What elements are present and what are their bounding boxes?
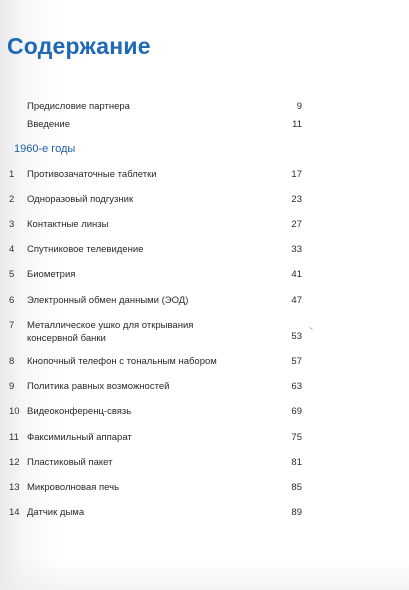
page-title: Содержание	[7, 33, 151, 59]
toc-entry-number: 13	[9, 482, 20, 493]
toc-row[interactable]	[0, 507, 409, 525]
toc-entry-label: Контактные линзы	[27, 219, 109, 230]
toc-row[interactable]	[0, 295, 409, 313]
toc-entry-page: 17	[291, 169, 302, 180]
toc-row[interactable]	[0, 194, 409, 212]
toc-row-introduction[interactable]	[0, 119, 409, 137]
toc-entry-label: Металлическое ушко для открывания консервной банки	[27, 320, 194, 344]
toc-entry-label: Биометрия	[27, 269, 76, 280]
toc-entry-page: 23	[291, 194, 302, 205]
toc-row[interactable]	[0, 406, 409, 424]
toc-entry-page: 33	[291, 244, 302, 255]
toc-entry-label: Микроволновая печь	[27, 482, 120, 493]
toc-entry-number: 14	[9, 507, 20, 518]
toc-row[interactable]	[0, 320, 409, 356]
toc-entry-page: 11	[292, 119, 302, 130]
toc-entry-label: Противозачаточные таблетки	[27, 169, 157, 180]
toc-entry-label: Одноразовый подгузник	[27, 194, 134, 205]
toc-row-foreword[interactable]	[0, 101, 409, 119]
toc-entry-label: Пластиковый пакет	[27, 457, 113, 468]
toc-entry-page: 53	[291, 331, 302, 342]
toc-entry-number: 11	[9, 432, 19, 443]
toc-entry-page: 89	[291, 507, 302, 518]
scan-shadow	[0, 560, 409, 590]
toc-entry-label: Датчик дыма	[27, 507, 85, 518]
toc-entry-page: 63	[291, 381, 302, 392]
toc-entry-page: 57	[291, 356, 302, 367]
toc-entry-number: 6	[9, 295, 15, 306]
toc-entry-label: Кнопочный телефон с тональным набором	[27, 356, 217, 367]
toc-entry-label: Предисловие партнера	[27, 101, 130, 112]
toc-entry-page: 47	[291, 295, 302, 306]
toc-row[interactable]	[0, 457, 409, 475]
toc-row[interactable]	[0, 432, 409, 450]
toc-entry-label: Видеоконференц-связь	[27, 406, 132, 417]
toc-row[interactable]	[0, 169, 409, 187]
toc-row[interactable]	[0, 219, 409, 237]
toc-row[interactable]	[0, 482, 409, 500]
toc-entry-number: 4	[9, 244, 15, 255]
toc-entry-number: 3	[9, 219, 15, 230]
toc-row[interactable]	[0, 269, 409, 287]
toc-entry-page: 75	[291, 432, 302, 443]
toc-entry-number: 9	[9, 381, 15, 392]
toc-entry-page: 85	[291, 482, 302, 493]
toc-entry-number: 8	[9, 356, 15, 367]
toc-entry-number: 2	[9, 194, 15, 205]
toc-entry-number: 1	[9, 169, 15, 180]
toc-entry-page: 9	[296, 101, 302, 112]
toc-entry-page: 69	[291, 406, 302, 417]
section-heading: 1960-е годы	[14, 143, 76, 155]
toc-entry-label: Политика равных возможностей	[27, 381, 170, 392]
toc-entry-number: 5	[9, 269, 15, 280]
toc-row[interactable]	[0, 244, 409, 262]
toc-entry-number: 7	[9, 320, 15, 331]
toc-entry-page: 81	[291, 457, 302, 468]
toc-entry-label: Спутниковое телевидение	[27, 244, 144, 255]
toc-entry-page: 27	[291, 219, 302, 230]
toc-row[interactable]	[0, 381, 409, 399]
toc-entry-number: 10	[9, 406, 20, 417]
toc-entry-page: 41	[291, 269, 302, 280]
toc-entry-label: Введение	[27, 119, 71, 130]
toc-entry-label: Электронный обмен данными (ЭОД)	[27, 295, 189, 306]
toc-row[interactable]	[0, 356, 409, 374]
toc-entry-number: 12	[9, 457, 20, 468]
toc-entry-label: Факсимильный аппарат	[27, 432, 132, 443]
